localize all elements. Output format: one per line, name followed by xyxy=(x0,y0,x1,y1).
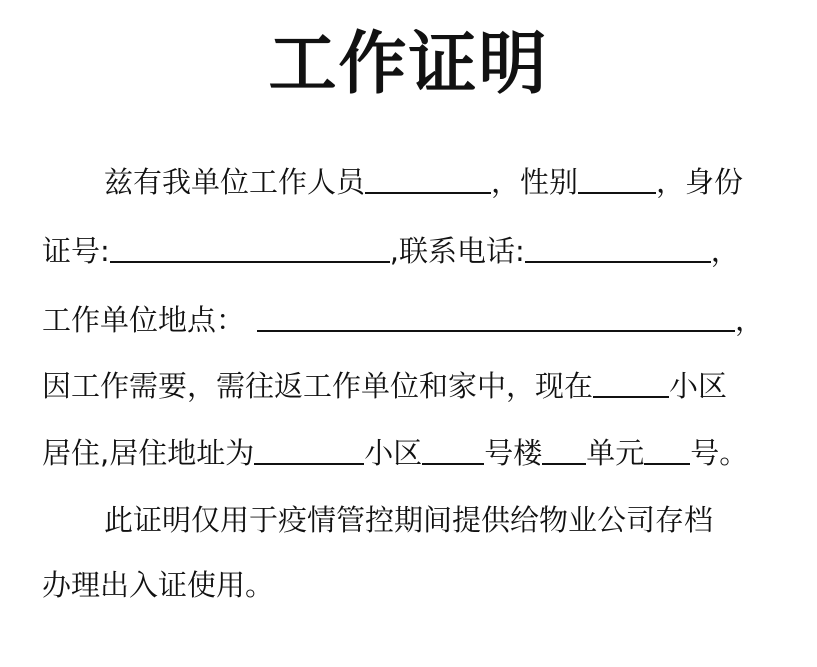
unit-label: 单元 xyxy=(586,436,645,470)
workplace-address-blank[interactable] xyxy=(257,329,735,332)
gender-label: ，性别 xyxy=(491,165,579,199)
community-blank[interactable] xyxy=(593,395,669,398)
paragraph-line-1 xyxy=(42,160,792,204)
address-community-blank[interactable] xyxy=(254,462,364,465)
employee-name-blank[interactable] xyxy=(365,191,491,194)
room-blank[interactable] xyxy=(644,462,690,465)
building-blank[interactable] xyxy=(422,462,484,465)
community-suffix: 小区 xyxy=(669,369,728,403)
id-number-blank[interactable] xyxy=(110,260,390,263)
phone-label: ,联系电话: xyxy=(389,234,525,268)
paragraph-line-3 xyxy=(42,298,792,342)
paragraph-line-4 xyxy=(42,364,792,408)
address-label: 居住,居住地址为 xyxy=(42,436,255,470)
phone-blank[interactable] xyxy=(525,260,711,263)
paragraph-line-6 xyxy=(42,498,792,542)
line3-comma: ， xyxy=(735,303,765,337)
paragraph-line-7 xyxy=(42,563,792,607)
id-number-label: 证号: xyxy=(42,234,110,268)
paragraph-line-2 xyxy=(42,229,792,273)
usage-text: 办理出入证使用。 xyxy=(42,568,275,602)
document-title: 工作证明 xyxy=(268,24,549,104)
commute-text: 因工作需要，需往返工作单位和家中，现在 xyxy=(42,369,594,403)
line2-comma: ， xyxy=(710,234,740,268)
purpose-text: 此证明仅用于疫情管控期间提供给物业公司存档 xyxy=(104,503,714,537)
building-label: 号楼 xyxy=(484,436,543,470)
unit-blank[interactable] xyxy=(542,462,586,465)
room-label: 号。 xyxy=(690,436,749,470)
employee-intro-text: 兹有我单位工作人员 xyxy=(104,165,366,199)
paragraph-line-5 xyxy=(42,431,792,475)
id-label-start: ，身份 xyxy=(656,165,744,199)
community-label: 小区 xyxy=(364,436,423,470)
workplace-label: 工作单位地点： xyxy=(42,303,246,337)
gender-blank[interactable] xyxy=(578,191,656,194)
